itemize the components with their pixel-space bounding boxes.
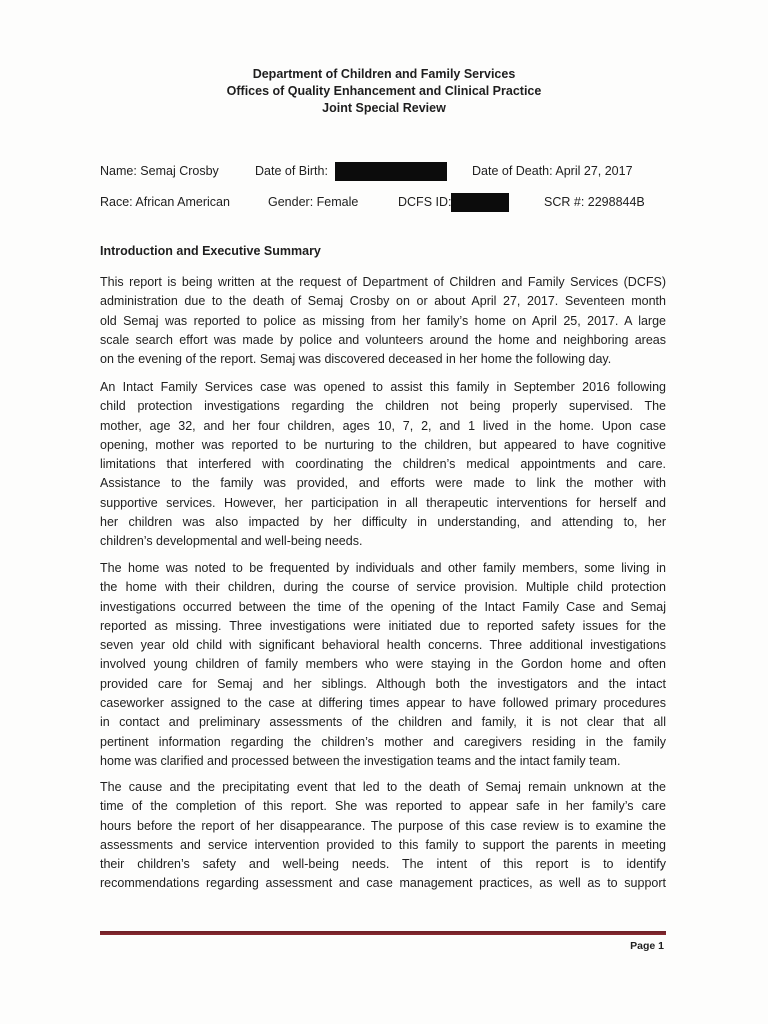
paragraph-line: An Intact Family Services case was opened to assist this family in September 2016 following <box>100 380 666 394</box>
paragraph-line: caseworker assigned to the case at differing times appear to have followed primary procedures <box>100 696 666 711</box>
paragraph-line: hours before the report of her disappearance. The purpose of this case review is to examine the <box>100 818 666 833</box>
race-field: Race: African American <box>100 195 230 209</box>
paragraph-line: on the evening of the report. Semaj was discovered deceased in her home the following day. <box>100 352 612 367</box>
section-title: Introduction and Executive Summary <box>100 244 321 258</box>
name-field: Name: Semaj Crosby <box>100 164 219 178</box>
paragraph-line: in contact and preliminary assessments of the children and family, it is not clear that all <box>100 715 666 730</box>
dob-redaction <box>335 162 447 181</box>
paragraph-line: time of the completion of this report. She was reported to appear safe in her family’s care <box>100 799 666 814</box>
dcfs-id-label: DCFS ID: <box>398 195 452 209</box>
paragraph-line: Assistance to the family was provided, and efforts were made to link the mother with <box>100 476 666 491</box>
paragraph-4 <box>100 778 666 894</box>
footer-rule <box>100 931 666 935</box>
page-number: Page 1 <box>630 940 664 952</box>
dcfs-id-redaction <box>451 193 509 212</box>
paragraph-line: seven year old child with significant behavioral health concerns. Three additional investigations <box>100 638 666 653</box>
gender-field: Gender: Female <box>268 195 359 209</box>
paragraph-line: reported as missing. Three investigations were initiated due to reported safety issues for the <box>100 618 666 633</box>
paragraph-line: children’s developmental and well-being needs. <box>100 534 363 549</box>
scr-number: SCR #: 2298844B <box>544 195 645 209</box>
paragraph-line: supportive services. However, her participation in all therapeutic interventions for herself and <box>100 495 666 510</box>
paragraph-2 <box>100 378 666 552</box>
paragraph-line: old Semaj was reported to police as missing from her family’s home on April 25, 2017. A large <box>100 313 666 328</box>
paragraph-line: This report is being written at the request of Department of Children and Family Services (DCFS) <box>100 275 666 289</box>
paragraph-line: the home with their children, during the course of service provision. Multiple child protection <box>100 580 666 595</box>
paragraph-line: her children was also impacted by her difficulty in understanding, and attending to, her <box>100 515 666 530</box>
dob-label: Date of Birth: <box>255 164 328 178</box>
paragraph-line: The cause and the precipitating event that led to the death of Semaj remain unknown at the <box>100 780 666 794</box>
dod-field: Date of Death: April 27, 2017 <box>472 164 633 178</box>
paragraph-line: scale search effort was made by police and volunteers around the home and neighboring areas <box>100 332 666 347</box>
paragraph-line: mother, age 32, and her four children, ages 10, 7, 2, and 1 lived in the home. Upon case <box>100 418 666 433</box>
header-department: Department of Children and Family Services <box>252 67 516 81</box>
paragraph-1 <box>100 273 666 369</box>
paragraph-line: administration due to the death of Semaj Crosby on or about April 27, 2017. Seventeen month <box>100 294 666 309</box>
paragraph-line: involved young children of family members who were staying in the Gordon home and often <box>100 657 666 672</box>
paragraph-line: assessments and service intervention provided to this family to support the parents in meeting <box>100 837 666 852</box>
paragraph-line: opening, mother was reported to be nurturing to the children, but appeared to have cognitive <box>100 437 666 452</box>
paragraph-line: pertinent information regarding the children’s mother and caregivers residing in the family <box>100 734 666 749</box>
paragraph-line: provided care for Semaj and her siblings. Although both the investigators and the intact <box>100 676 666 691</box>
header-review-title: Joint Special Review <box>322 101 446 115</box>
paragraph-line: home was clarified and processed between the investigation teams and the intact family team. <box>100 753 621 768</box>
paragraph-line: their children’s safety and well-being needs. The intent of this report is to identify <box>100 857 666 872</box>
paragraph-line: investigations occurred between the time of the opening of the Intact Family Case and Semaj <box>100 599 666 614</box>
document-header <box>0 66 768 117</box>
paragraph-line: recommendations regarding assessment and case management practices, as well as to support <box>100 876 666 891</box>
header-offices: Offices of Quality Enhancement and Clinical Practice <box>226 84 542 98</box>
paragraph-3 <box>100 559 666 771</box>
paragraph-line: child protection investigations regarding the children not being properly supervised. The <box>100 399 666 414</box>
paragraph-line: limitations that interfered with coordinating the children’s medical appointments and care. <box>100 457 666 472</box>
paragraph-line: The home was noted to be frequented by individuals and other family members, some living in <box>100 561 666 575</box>
